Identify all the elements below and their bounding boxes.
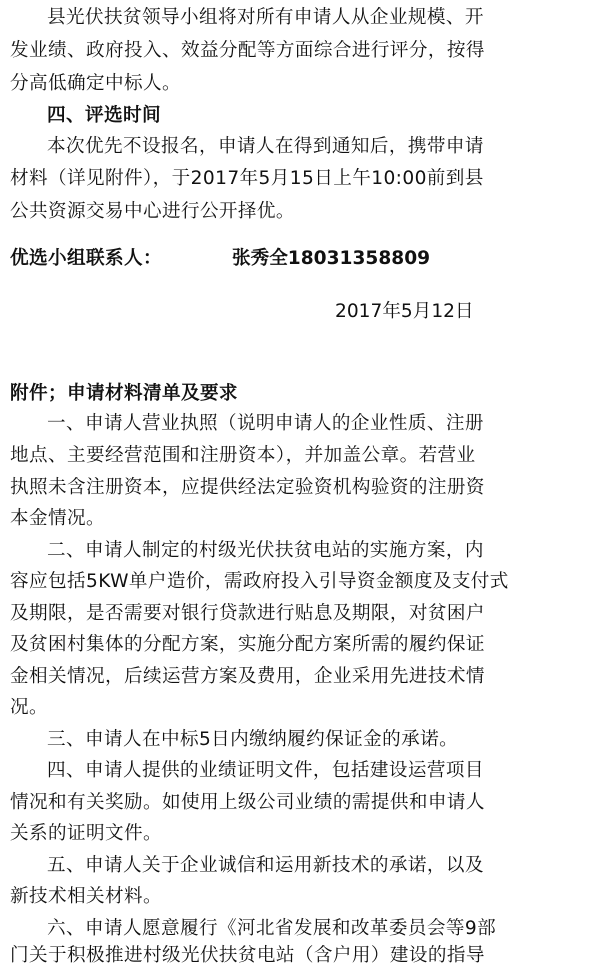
section-four-line-3: 公共资源交易中心进行公开择优。 [10, 201, 295, 222]
item5-line-1: 五、申请人关于企业诚信和运用新技术的承诺，以及 [47, 855, 484, 876]
section-four-line-2: 材料（详见附件），于2017年5月15日上午10:00前到县 [10, 168, 484, 189]
item2-line-6: 况。 [10, 697, 48, 718]
scoring-line-2: 发业绩、政府投入、效益分配等方面综合进行评分，按得 [10, 40, 485, 61]
item1-line-2: 地点、主要经营范围和注册资本），并加盖公章。若营业 [10, 445, 476, 466]
item5-line-2: 新技术相关材料。 [10, 886, 162, 907]
item2-line-2: 容应包括5KW单户造价，需政府投入引导资金额度及支付式 [10, 571, 509, 592]
item2-line-5: 金相关情况，后续运营方案及费用，企业采用先进技术情 [10, 666, 485, 687]
item2-line-4: 及贫困村集体的分配方案，实施分配方案所需的履约保证 [10, 634, 485, 655]
item1-line-1: 一、申请人营业执照（说明申请人的企业性质、注册 [47, 413, 484, 434]
item4-line-2: 情况和有关奖励。如使用上级公司业绩的需提供和申请人 [10, 792, 485, 813]
section-four-line-1: 本次优先不设报名，申请人在得到通知后，携带申请 [47, 136, 484, 157]
item6-line-1: 六、申请人愿意履行《河北省发展和改革委员会等9部 [47, 918, 497, 939]
section-four-heading: 四、评选时间 [47, 105, 161, 126]
attachment-title: 附件；申请材料清单及要求 [10, 383, 238, 404]
item6-line-2: 门关于积极推进村级光伏扶贫电站（含户用）建设的指导 [10, 945, 485, 966]
item3-line-1: 三、申请人在中标5日内缴纳履约保证金的承诺。 [47, 729, 459, 750]
item1-line-4: 本金情况。 [10, 508, 105, 529]
item2-line-1: 二、申请人制定的村级光伏扶贫电站的实施方案，内 [47, 540, 484, 561]
item4-line-3: 关系的证明文件。 [10, 823, 162, 844]
scoring-line-3: 分高低确定中标人。 [10, 73, 181, 94]
contact-label: 优选小组联系人： [10, 248, 162, 269]
contact-value: 张秀全18031358809 [232, 248, 431, 269]
item2-line-3: 及期限，是否需要对银行贷款进行贴息及期限，对贫困户 [10, 603, 485, 624]
item1-line-3: 执照未含注册资本，应提供经法定验资机构验资的注册资 [10, 477, 485, 498]
signature-date: 2017年5月12日 [335, 301, 474, 322]
item4-line-1: 四、申请人提供的业绩证明文件，包括建设运营项目 [47, 760, 484, 781]
scoring-line-1: 县光伏扶贫领导小组将对所有申请人从企业规模、开 [47, 7, 484, 28]
